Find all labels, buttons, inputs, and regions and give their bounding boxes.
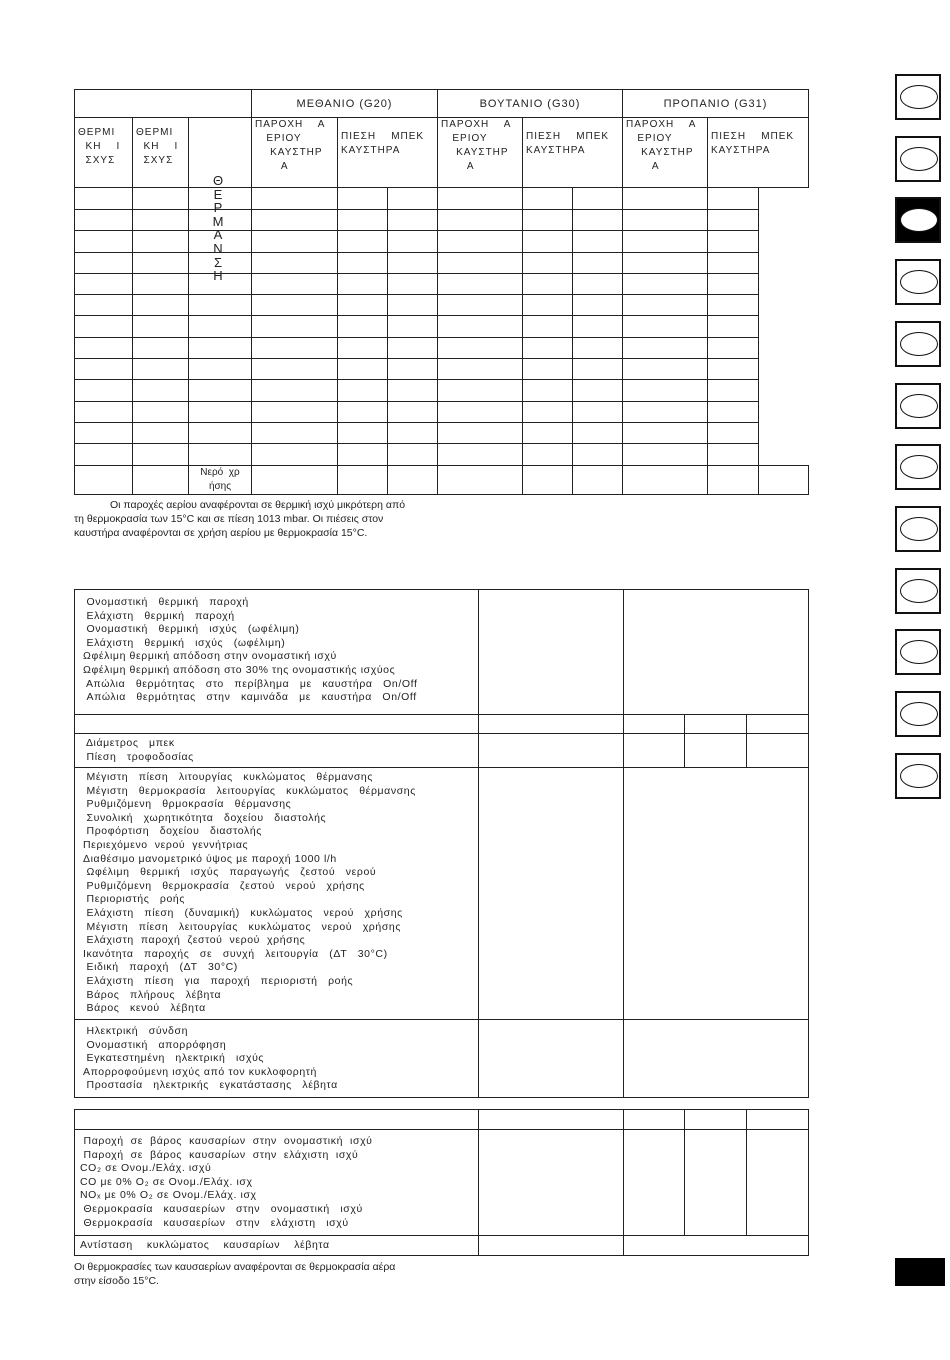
table-cell xyxy=(623,273,708,294)
table-cell xyxy=(708,295,759,316)
table-cell xyxy=(479,1130,624,1236)
table-cell xyxy=(189,380,252,401)
table-cell xyxy=(75,401,133,422)
table-cell xyxy=(479,768,624,1020)
butane-header: ΒΟΥΤΑΝΙΟ (G30) xyxy=(438,90,623,118)
table-cell xyxy=(338,422,388,443)
table-cell xyxy=(623,444,708,465)
dhw-label: Νερό χρ ήσης xyxy=(189,465,252,494)
butane-gas-flow-header: ΠΑΡΟΧΗ Α ΕΡΙΟΥ ΚΑΥΣΤΗΡ Α xyxy=(438,118,523,188)
table-cell xyxy=(685,734,747,768)
table-cell xyxy=(133,316,189,337)
table-cell xyxy=(438,210,523,231)
table-cell xyxy=(438,273,523,294)
table-cell xyxy=(573,359,623,380)
table-cell xyxy=(75,295,133,316)
table-cell xyxy=(338,465,388,494)
table-cell xyxy=(75,465,133,494)
table-cell xyxy=(573,380,623,401)
table-cell xyxy=(75,444,133,465)
gas-table-row xyxy=(75,273,809,294)
table-cell xyxy=(438,359,523,380)
butane-nozzle-pressure-header: ΠΙΕΣΗ ΜΠΕΚ ΚΑΥΣΤΗΡΑ xyxy=(523,118,623,188)
table-cell xyxy=(438,337,523,358)
table-cell xyxy=(75,422,133,443)
table-cell xyxy=(573,401,623,422)
table-cell xyxy=(75,188,133,210)
oval-icon xyxy=(900,332,938,356)
table-cell xyxy=(623,210,708,231)
table-cell xyxy=(252,465,338,494)
oval-icon xyxy=(900,517,938,541)
table-cell xyxy=(338,188,388,210)
gas-table-note: Οι παροχές αερίου αναφέρονται σε θερμική ισχύ μικρότερη από τη θερμοκρασία των 15°C και σε πίεση 1013 mbar. Οι πιέσεις στον καυστήρα αναφέρονται σε χρήση αερίου με θερμοκρασία 15°C. xyxy=(74,499,406,539)
table-cell xyxy=(252,337,338,358)
table-cell xyxy=(75,316,133,337)
table-cell xyxy=(252,295,338,316)
table-cell xyxy=(623,252,708,273)
table-cell xyxy=(252,231,338,252)
table-cell xyxy=(624,734,685,768)
table-cell xyxy=(479,1020,624,1098)
flue-resistance-label: Αντίσταση κυκλώματος καυσαρίων λέβητα xyxy=(75,1236,479,1256)
table-cell xyxy=(252,422,338,443)
table-cell xyxy=(624,590,809,715)
side-tab-12[interactable] xyxy=(895,753,941,799)
table-cell xyxy=(573,337,623,358)
table-cell xyxy=(189,316,252,337)
gas-table-row xyxy=(75,188,809,210)
table-cell xyxy=(708,444,759,465)
table-cell xyxy=(573,465,623,494)
table-cell xyxy=(747,1110,809,1130)
flue-specs-list: Παροχή σε βάρος καυσαρίων στην ονομαστική ισχύ Παροχή σε βάρος καυσαρίων στην ελάχιστη ισχύ CO₂ σε Ονομ./Ελάχ. ισχύ CO με 0% O₂ σε Ονομ./Ελάχ. ισχ NOₓ με 0% O₂ σε Ονομ./Ελάχ. ισχ Θερμοκρασία καυσαερίων στην ονομαστική ισχύ Θερμοκρασία καυσαερίων στην ελάχιστη ισχύ xyxy=(75,1130,479,1236)
table-cell xyxy=(708,401,759,422)
electric-specs-list: Ηλεκτρική σύνδση Ονομαστική απορρόφηση Εγκατεστημένη ηλεκτρική ισχύς Απορροφούμενη ισχύς από τον κυκλοφορητή Προστασία ηλεκτρικής εγκατάστασης λέβητα xyxy=(75,1020,479,1098)
oval-icon xyxy=(900,85,938,109)
table-cell xyxy=(523,188,573,210)
table-cell xyxy=(523,231,573,252)
table-cell xyxy=(708,465,759,494)
table-cell xyxy=(252,273,338,294)
table-cell xyxy=(388,188,438,210)
table-cell xyxy=(252,188,338,210)
gas-table-row xyxy=(75,401,809,422)
table-cell xyxy=(747,715,809,734)
table-cell xyxy=(523,252,573,273)
table-cell xyxy=(438,380,523,401)
table-cell xyxy=(133,273,189,294)
methane-gas-flow-header: ΠΑΡΟΧΗ Α ΕΡΙΟΥ ΚΑΥΣΤΗΡ Α xyxy=(252,118,338,188)
nozzle-specs-list: Διάμετρος μπεκ Πίεση τροφοδοσίας xyxy=(75,734,479,768)
table-cell xyxy=(189,359,252,380)
table-cell xyxy=(573,231,623,252)
gas-table-row xyxy=(75,337,809,358)
gas-table-row xyxy=(75,316,809,337)
side-tab-3[interactable] xyxy=(895,197,941,243)
table-cell xyxy=(523,273,573,294)
table-cell xyxy=(133,231,189,252)
table-cell xyxy=(388,210,438,231)
gas-table-row xyxy=(75,231,809,252)
table-cell xyxy=(338,231,388,252)
table-cell xyxy=(133,444,189,465)
table-cell xyxy=(438,401,523,422)
specs-table xyxy=(74,589,809,1098)
side-tab-2[interactable] xyxy=(895,136,941,182)
table-cell xyxy=(388,359,438,380)
table-cell xyxy=(708,273,759,294)
table-cell xyxy=(479,734,624,768)
table-cell xyxy=(388,295,438,316)
table-cell xyxy=(252,444,338,465)
table-cell xyxy=(523,210,573,231)
table-cell xyxy=(388,337,438,358)
dhw-row xyxy=(75,465,809,494)
methane-nozzle-pressure-header: ΠΙΕΣΗ ΜΠΕΚ ΚΑΥΣΤΗΡΑ xyxy=(338,118,438,188)
table-cell xyxy=(523,337,573,358)
table-cell xyxy=(75,337,133,358)
table-cell xyxy=(624,1110,685,1130)
table-cell xyxy=(573,422,623,443)
table-cell xyxy=(338,273,388,294)
table-cell xyxy=(624,768,809,1020)
table-cell xyxy=(708,316,759,337)
table-cell xyxy=(388,231,438,252)
table-cell xyxy=(685,1130,747,1236)
table-cell xyxy=(708,210,759,231)
thermal-power-header: ΘΕΡΜΙ ΚΗ Ι ΣΧΥΣ xyxy=(75,118,133,188)
table-cell xyxy=(623,295,708,316)
gas-table-row xyxy=(75,295,809,316)
oval-icon xyxy=(900,147,938,171)
thermal-power-header-2: ΘΕΡΜΙ ΚΗ Ι ΣΧΥΣ xyxy=(133,118,189,188)
table-cell xyxy=(75,380,133,401)
side-tab-11[interactable] xyxy=(895,691,941,737)
methane-header: ΜΕΘΑΝΙΟ (G20) xyxy=(252,90,438,118)
flue-table xyxy=(74,1109,809,1256)
table-cell xyxy=(573,188,623,210)
propane-header: ΠΡΟΠΑΝΙΟ (G31) xyxy=(623,90,809,118)
side-tab-4[interactable] xyxy=(895,259,941,305)
table-cell xyxy=(133,465,189,494)
table-cell xyxy=(523,401,573,422)
table-cell xyxy=(479,1110,624,1130)
table-cell xyxy=(623,337,708,358)
table-cell xyxy=(388,465,438,494)
table-cell xyxy=(573,273,623,294)
table-cell xyxy=(252,359,338,380)
table-cell xyxy=(708,188,759,210)
oval-icon xyxy=(900,270,938,294)
oval-icon xyxy=(900,640,938,664)
table-cell xyxy=(438,444,523,465)
table-cell xyxy=(189,295,252,316)
table-cell xyxy=(438,295,523,316)
table-cell xyxy=(479,590,624,715)
table-cell xyxy=(438,465,523,494)
table-cell xyxy=(708,231,759,252)
table-cell xyxy=(252,252,338,273)
gas-table-row xyxy=(75,422,809,443)
heating-label: Θ Ε Ρ Μ Α Ν Σ Η xyxy=(212,173,224,284)
table-cell xyxy=(438,252,523,273)
table-cell xyxy=(523,380,573,401)
table-cell xyxy=(623,231,708,252)
oval-icon xyxy=(900,702,938,726)
table-cell xyxy=(75,210,133,231)
table-cell xyxy=(708,359,759,380)
table-cell xyxy=(388,252,438,273)
table-cell xyxy=(747,1130,809,1236)
table-cell xyxy=(623,188,708,210)
table-cell xyxy=(623,422,708,443)
side-tab-9[interactable] xyxy=(895,568,941,614)
heating-label-cell xyxy=(189,118,252,284)
table-cell xyxy=(338,316,388,337)
side-tab-10[interactable] xyxy=(895,629,941,675)
table-cell xyxy=(338,401,388,422)
table-cell xyxy=(388,422,438,443)
table-cell xyxy=(438,188,523,210)
side-tab-5[interactable] xyxy=(895,321,941,367)
side-tab-8[interactable] xyxy=(895,506,941,552)
table-cell xyxy=(252,401,338,422)
table-cell xyxy=(573,252,623,273)
table-cell xyxy=(388,401,438,422)
table-cell xyxy=(479,1236,624,1256)
table-cell xyxy=(573,316,623,337)
table-cell xyxy=(747,734,809,768)
table-cell xyxy=(388,380,438,401)
table-cell xyxy=(708,252,759,273)
table-cell xyxy=(523,422,573,443)
oval-icon xyxy=(900,208,938,232)
table-cell xyxy=(338,252,388,273)
table-cell xyxy=(388,273,438,294)
table-cell xyxy=(189,422,252,443)
table-cell xyxy=(623,401,708,422)
table-cell xyxy=(252,380,338,401)
table-cell xyxy=(338,210,388,231)
table-cell xyxy=(708,337,759,358)
gas-table-corner xyxy=(75,90,252,118)
table-cell xyxy=(338,295,388,316)
gas-table-row xyxy=(75,380,809,401)
table-cell xyxy=(523,316,573,337)
flue-note: Οι θερμοκρασίες των καυσαερίων αναφέρονται σε θερμοκρασία αέρα στην είσοδο 15°C. xyxy=(74,1261,396,1287)
table-cell xyxy=(388,444,438,465)
table-cell xyxy=(479,715,624,734)
table-cell xyxy=(338,444,388,465)
table-cell xyxy=(624,1020,809,1098)
table-cell xyxy=(623,465,708,494)
gas-table-row xyxy=(75,252,809,273)
table-cell xyxy=(438,231,523,252)
table-cell xyxy=(623,380,708,401)
table-cell xyxy=(133,359,189,380)
table-cell xyxy=(133,188,189,210)
table-cell xyxy=(438,316,523,337)
table-cell xyxy=(133,422,189,443)
table-cell xyxy=(573,210,623,231)
table-cell xyxy=(189,401,252,422)
oval-icon xyxy=(900,394,938,418)
table-cell xyxy=(708,422,759,443)
table-cell xyxy=(624,1236,809,1256)
table-cell xyxy=(338,337,388,358)
table-cell xyxy=(133,401,189,422)
table-cell xyxy=(759,465,809,494)
table-cell xyxy=(338,359,388,380)
gas-table-row xyxy=(75,444,809,465)
table-cell xyxy=(573,295,623,316)
side-tab-7[interactable] xyxy=(895,444,941,490)
table-cell xyxy=(685,1110,747,1130)
table-cell xyxy=(75,715,479,734)
side-tab-1[interactable] xyxy=(895,74,941,120)
table-cell xyxy=(133,337,189,358)
propane-gas-flow-header: ΠΑΡΟΧΗ Α ΕΡΙΟΥ ΚΑΥΣΤΗΡ Α xyxy=(623,118,708,188)
table-cell xyxy=(189,337,252,358)
table-cell xyxy=(523,444,573,465)
table-cell xyxy=(523,295,573,316)
table-cell xyxy=(438,422,523,443)
table-cell xyxy=(189,444,252,465)
page-marker-block xyxy=(895,1258,945,1286)
gas-table-row xyxy=(75,210,809,231)
side-tab-6[interactable] xyxy=(895,383,941,429)
table-cell xyxy=(75,231,133,252)
table-cell xyxy=(338,380,388,401)
table-cell xyxy=(388,316,438,337)
table-cell xyxy=(685,715,747,734)
gas-table-rows xyxy=(75,188,809,466)
table-cell xyxy=(75,252,133,273)
table-cell xyxy=(523,465,573,494)
oval-icon xyxy=(900,764,938,788)
oval-icon xyxy=(900,579,938,603)
propane-nozzle-pressure-header: ΠΙΕΣΗ ΜΠΕΚ ΚΑΥΣΤΗΡΑ xyxy=(708,118,809,188)
table-cell xyxy=(75,359,133,380)
thermal-specs-list: Ονομαστική θερμική παροχή Ελάχιστη θερμική παροχή Ονομαστική θερμική ισχύς (ωφέλιμη) Ελάχιστη θερμική ισχύς (ωφέλιμη) Ωφέλιμη θερμική απόδοση στην ονομαστική ισχύ Ωφέλιμη θερμική απόδοση στο 30% της ονομαστικής ισχύος Απώλια θερμότητας στο περίβλημα με καυστήρα On/Off Απώλια θερμότητας στην καμινάδα με καυστήρα On/Off xyxy=(75,590,479,715)
table-cell xyxy=(252,316,338,337)
gas-table xyxy=(74,89,809,495)
table-cell xyxy=(133,380,189,401)
water-specs-list: Μέγιστη πίεση λιτουργίας κυκλώματος θέρμανσης Μέγιστη θερμοκρασία λειτουργίας κυκλώματος θέρμανσης Ρυθμιζόμενη θρμοκρασία θέρμανσης Συνολική χωρητικότητα δοχείου διαστολής Προφόρτιση δοχείου διαστολής Περιεχόμενο νερού γεννήτριας Διαθέσιμο μανομετρικό ύψος με παροχή 1000 l/h Ωφέλιμη θερμική ισχύς παραγωγής ζεστού νερού Ρυθμιζόμενη θερμοκρασία ζεστού νερού χρήσης Περιοριστής ροής Ελάχιστη πίεση (δυναμική) κυκλώματος νερού χρήσης Μέγιστη πίεση λειτουργίας κυκλώματος νερού χρήσης Ελάχιστη παροχή ζεστού νερού χρήσης Ικανότητα παροχής σε συνχή λειτουργία (ΔΤ 30°C) Ειδική παροχή (ΔΤ 30°C) Ελάχιστη πίεση για παροχή περιοριστή ροής Βάρος πλήρους λέβητα Βάρος κενού λέβητα xyxy=(75,768,479,1020)
table-cell xyxy=(624,715,685,734)
table-cell xyxy=(573,444,623,465)
table-cell xyxy=(623,316,708,337)
gas-table-row xyxy=(75,359,809,380)
table-cell xyxy=(75,1110,479,1130)
table-cell xyxy=(252,210,338,231)
oval-icon xyxy=(900,455,938,479)
table-cell xyxy=(133,252,189,273)
table-cell xyxy=(623,359,708,380)
table-cell xyxy=(133,295,189,316)
table-cell xyxy=(624,1130,685,1236)
table-cell xyxy=(133,210,189,231)
table-cell xyxy=(75,273,133,294)
table-cell xyxy=(523,359,573,380)
table-cell xyxy=(708,380,759,401)
